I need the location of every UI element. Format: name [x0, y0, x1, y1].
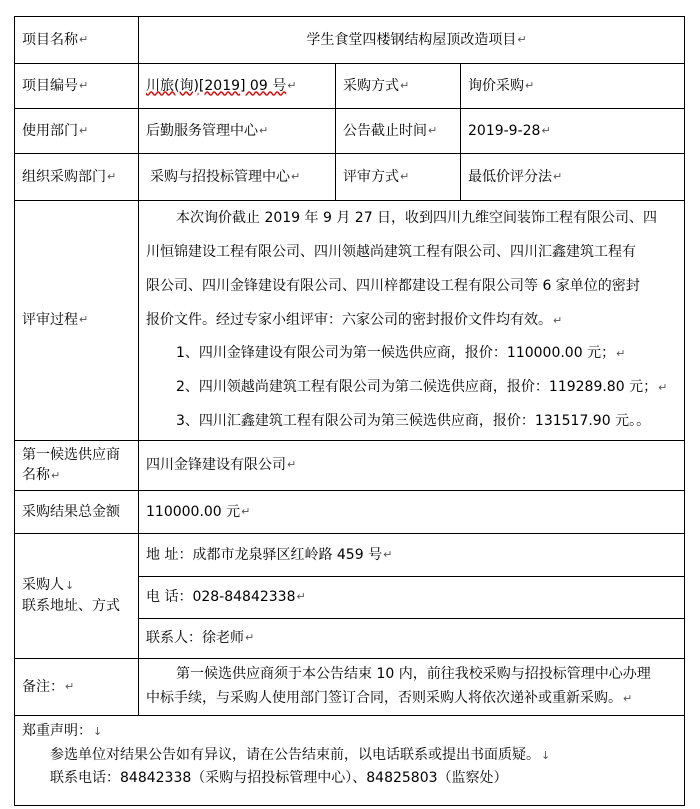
purchase-method-label: 采购方式 ↵	[343, 77, 410, 94]
deadline-value: 2019-9-28 ↵	[468, 122, 551, 139]
org-value: 采购与招投标管理中心 ↵	[150, 168, 301, 185]
purchase-method-value: 询价采购 ↵	[468, 77, 535, 94]
review-text-line: 川恒锦建设工程有限公司、四川领越尚建筑工程有限公司、四川汇鑫建筑工程有	[146, 244, 636, 260]
review-text-line: 限公司、四川金锋建设有限公司、四川梓都建设工程有限公司等 6 家单位的密封	[146, 278, 640, 294]
project-name-value: 学生食堂四楼钢结构屋顶改造项目 ↵	[306, 31, 527, 48]
supplier-label: 第一候选供应商 名称↵	[22, 446, 120, 483]
address-value: 地 址：成都市龙泉驿区红岭路 459 号 ↵	[146, 546, 393, 563]
review-candidate-1: 1、四川金锋建设有限公司为第一候选供应商，报价：110000.00 元；↵	[176, 345, 626, 361]
phone-value: 电 话：028-84842338 ↵	[146, 589, 306, 605]
contact-label: 采购人↓ 联系地址、方式	[22, 577, 120, 614]
org-label: 组织采购部门 ↵	[22, 168, 117, 185]
project-no-label: 项目编号 ↵	[22, 77, 89, 94]
col-divider	[335, 63, 336, 200]
col-divider	[138, 16, 139, 715]
review-method-label: 评审方式 ↵	[343, 168, 410, 185]
remark-line: 第一候选供应商须于本公告结束 10 内，前往我校采购与招投标管理中心办理	[176, 666, 651, 682]
review-label: 评审过程 ↵	[22, 312, 89, 328]
person-value: 联系人：徐老师 ↵	[146, 630, 255, 646]
statement-line: 联系电话：84842338（采购与招投标管理中心）、84825803（监察处）	[50, 770, 508, 786]
review-candidate-2: 2、四川领越尚建筑工程有限公司为第二候选供应商，报价：119289.80 元；↵	[176, 379, 668, 395]
col-divider	[460, 63, 461, 200]
total-value: 110000.00 元 ↵	[146, 503, 251, 520]
review-method-value: 最低价评分法 ↵	[468, 168, 563, 185]
statement-line: 参选单位对结果公告如有异议，请在公告结束前，以电话联系或提出书面质疑。↓	[50, 747, 551, 763]
row-divider	[14, 715, 685, 716]
statement-title: 郑重声明：↓	[22, 723, 103, 739]
review-text-line: 本次询价截止 2019 年 9 月 27 日，收到四川九维空间装饰工程有限公司、四	[176, 210, 658, 226]
project-no-value: 川旅(询)[2019] 09 号 ↵	[146, 77, 297, 94]
dept-value: 后勤服务管理中心 ↵	[146, 122, 269, 139]
review-text-line: 报价文件。经过专家小组评审：六家公司的密封报价文件均有效。↵	[146, 312, 563, 328]
remark-line: 中标手续，与采购人使用部门签订合同，否则采购人将依次递补或重新采购。↵	[146, 690, 633, 706]
deadline-label: 公告截止时间 ↵	[343, 122, 438, 139]
total-label: 采购结果总金额	[22, 503, 120, 520]
dept-label: 使用部门 ↵	[22, 122, 89, 139]
remark-label: 备注： ↵	[22, 678, 75, 695]
supplier-value: 四川金锋建设有限公司 ↵	[146, 457, 297, 473]
review-candidate-3: 3、四川汇鑫建筑工程有限公司为第三候选供应商，报价：131517.90 元。。	[176, 413, 651, 429]
project-name-label: 项目名称 ↵	[22, 31, 89, 48]
